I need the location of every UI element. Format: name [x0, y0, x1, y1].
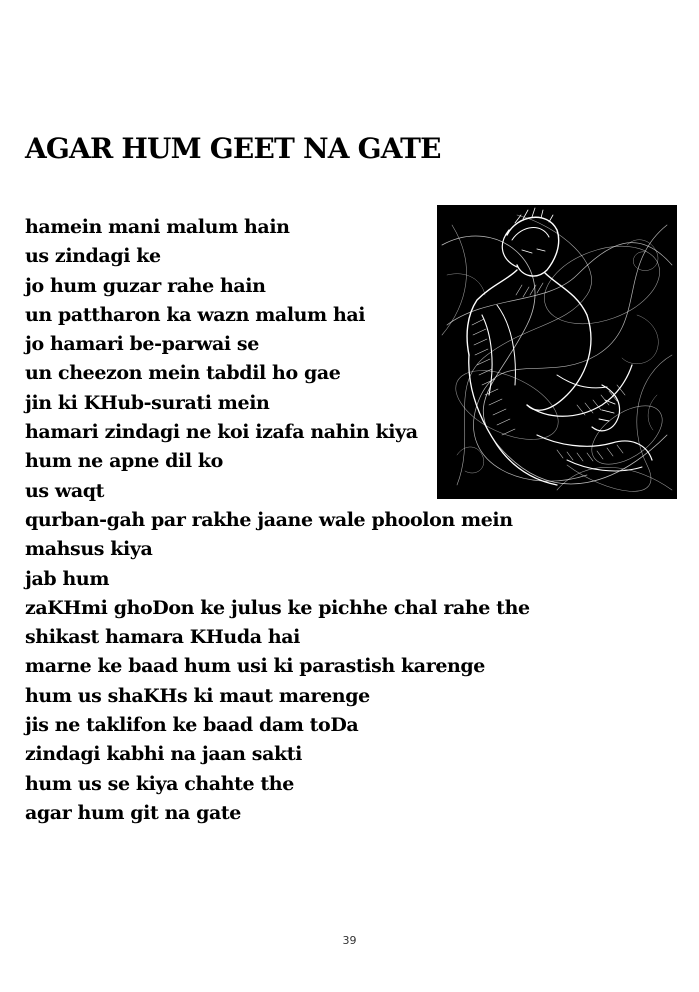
- scribble-drawing: [437, 205, 677, 499]
- poem-title: AGAR HUM GEET NA GATE: [25, 132, 441, 165]
- poem-line: un cheezon mein tabdil ho gae: [25, 362, 341, 385]
- poem-line: hum us se kiya chahte the: [25, 772, 294, 795]
- page-number: 39: [342, 934, 357, 947]
- poem-line: jo hamari be-parwai se: [25, 333, 259, 356]
- poem-line: zindagi kabhi na jaan sakti: [25, 743, 302, 766]
- poem-line: us waqt: [25, 479, 105, 502]
- poem-line: qurban-gah par rakhe jaane wale phoolon mein: [25, 508, 513, 531]
- poem-line: hamein mani malum hain: [25, 216, 290, 238]
- poem-line: zaKHmi ghoDon ke julus ke pichhe chal rahe the: [25, 596, 530, 619]
- poem-line: jis ne taklifon ke baad dam toDa: [25, 714, 359, 737]
- poem-line: hamari zindagi ne koi izafa nahin kiya: [25, 421, 418, 444]
- poem-line: us zindagi ke: [25, 245, 161, 268]
- poem-line: jo hum guzar rahe hain: [25, 274, 266, 297]
- poem-line: jab hum: [25, 567, 110, 590]
- poem-line: un pattharon ka wazn malum hai: [25, 303, 366, 326]
- sketch-illustration: [437, 205, 677, 499]
- poem-line: mahsus kiya: [25, 538, 153, 561]
- poem-line: shikast hamara KHuda hai: [25, 626, 301, 649]
- poem-line: hum ne apne dil ko: [25, 450, 223, 473]
- poem-line: hum us shaKHs ki maut marenge: [25, 684, 370, 707]
- poem-line: marne ke baad hum usi ki parastish karenge: [25, 655, 486, 678]
- poem-line: jin ki KHub-surati mein: [25, 391, 270, 414]
- poem-line: agar hum git na gate: [25, 801, 241, 824]
